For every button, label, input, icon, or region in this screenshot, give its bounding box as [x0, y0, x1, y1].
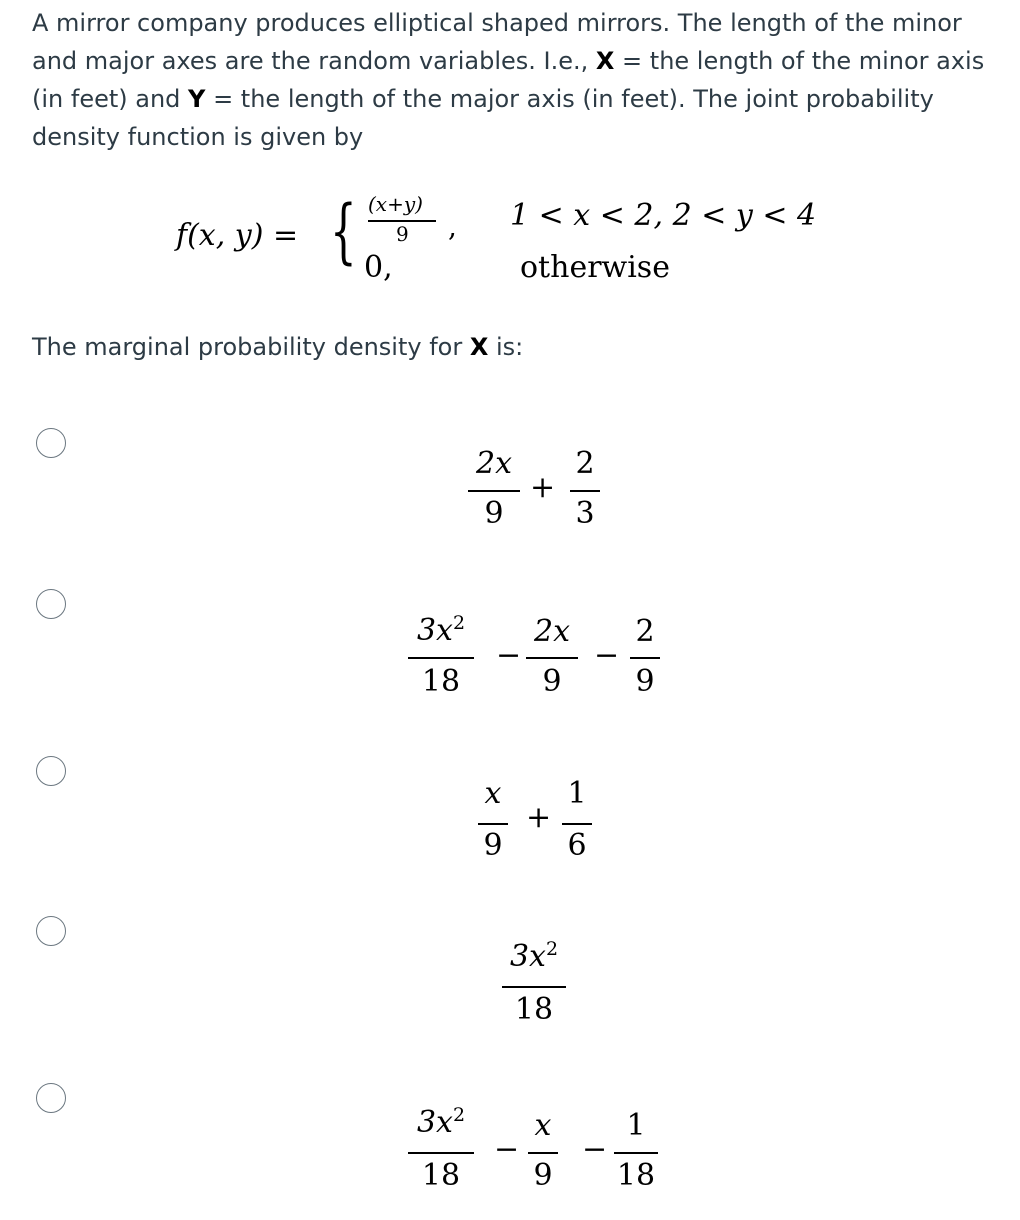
option-2-term2-den: 9 — [542, 664, 562, 699]
case1-denominator: 9 — [396, 222, 409, 246]
option-5-term2-num: x — [534, 1108, 552, 1143]
option-3-op1: + — [526, 800, 552, 835]
pdf-lhs: f(x, y) = — [176, 218, 299, 253]
option-1-radio[interactable] — [36, 428, 66, 458]
question-text: A mirror company produces elliptical shaped mirrors. The length of the minor and major axes are the random variables. I.e., X = the length of the minor axis (in feet) and Y = the length of the major axis (in feet). The joint probability density function is given by — [32, 9, 985, 151]
option-1-term1-den: 9 — [484, 496, 504, 531]
option-5-radio[interactable] — [36, 1083, 66, 1113]
option-5-term1-num: $3x^2$ — [416, 1104, 466, 1140]
case2-condition: otherwise — [520, 250, 670, 285]
option-5-term3-den: 18 — [616, 1158, 656, 1193]
option-1-op1: + — [530, 470, 556, 505]
option-5-term2-den: 9 — [533, 1158, 553, 1193]
option-2-term1-num: $3x^2$ — [416, 612, 466, 648]
option-4-term1-den: 18 — [514, 992, 554, 1027]
marginal-prompt: The marginal probability density for X is: — [32, 333, 524, 361]
option-1-term2-num: 2 — [575, 446, 595, 481]
case1-numerator: (x+y) — [368, 192, 423, 216]
option-3-radio[interactable] — [36, 756, 66, 786]
option-5-term3-num: 1 — [626, 1108, 646, 1143]
case1-comma: , — [448, 210, 457, 243]
option-3-term2-num: 1 — [567, 776, 587, 811]
option-3-term1-den: 9 — [483, 828, 503, 863]
option-3-term2-den: 6 — [567, 828, 587, 863]
case2-value: 0, — [364, 250, 393, 285]
option-2-term3-den: 9 — [635, 664, 655, 699]
option-3-term1-num: x — [484, 776, 502, 811]
option-5-term1-den: 18 — [421, 1158, 461, 1193]
option-5-op1: − — [494, 1132, 520, 1167]
option-2-term3-num: 2 — [635, 614, 655, 649]
option-2-radio[interactable] — [36, 589, 66, 619]
case1-condition: 1 < x < 2, 2 < y < 4 — [510, 198, 817, 233]
option-2-op1: − — [496, 638, 522, 673]
option-4-term1-num: $3x^2$ — [509, 938, 559, 974]
option-1-term2-den: 3 — [575, 496, 595, 531]
option-2-op2: − — [594, 638, 620, 673]
option-2-term1-den: 18 — [421, 664, 461, 699]
option-5-op2: − — [582, 1132, 608, 1167]
option-2-term2-num: 2x — [533, 614, 570, 649]
option-1-term1-num: 2x — [475, 446, 512, 481]
option-4-radio[interactable] — [36, 916, 66, 946]
pdf-brace: { — [330, 190, 357, 272]
